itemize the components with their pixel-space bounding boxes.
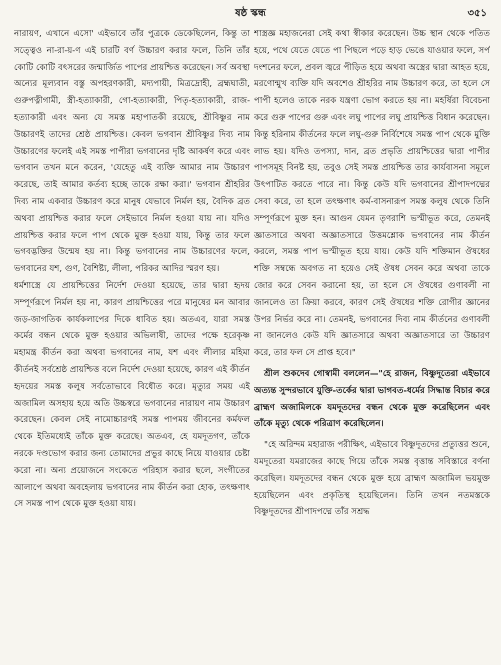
paragraph-right-1: শাস্ত্রজ্ঞ মহাজনেরা সেই কথা স্বীকার করেছেন। উচ্চ স্থান থেকে পতিত হয়ে, পথে যেতে যেতে পা পিছলে পড়ে হাড় ভেঙে যাওয়ার ফলে, সর্প দংশনের ফলে, প্রবল জ্বরে পীড়িত হয়ে অথবা অস্ত্রের দ্বারা আহত হয়ে, মরণোন্মুখ ব্যক্তি যদি অবশেও শ্রীহরির নাম উচ্চারণ করে, তা হলে সে পাপী হলেও তাকে নরক যন্ত্রণা ভোগ করতে হয় না। মহর্ষিরা বিবেচনা করে গুরু পাপের গুরু এবং লঘু পাপের লঘু প্রায়শ্চিত্ত বিধান করেছেন। কিন্তু হরিনাম কীর্তনের ফলে লঘু-গুরু নির্বিশেষে সমস্ত পাপ থেকে মুক্তি লাভ হয়। যদিও তপস্যা, দান, ব্রত প্রভৃতি প্রায়শ্চিত্তের দ্বারা পাপীর পাপসমূহ বিনষ্ট হয়, তবুও সেই সমস্ত প্রায়শ্চিত্ত তার কার্যবাসনা সমূলে উৎপাটিত করতে পারে না। কিন্তু কেউ যদি ভগবানের শ্রীপাদপদ্মের সেবা করে, তা হলে তৎক্ষণাৎ কর্ম-বাসনারূপ সমস্ত কলুষ থেকে তিনি সম্পূর্ণরূপে মুক্ত হন। আগুন যেমন তৃণরাশি ভস্মীভূত করে, তেমনই জ্ঞাতসারে অথবা অজ্ঞাতসারে উত্তমশ্লোক ভগবানের নাম কীর্তন করলে, সমস্ত পাপ ভস্মীভূত হয়ে যায়। কেউ যদি শক্তিমান ঔষধের শক্তি সম্বন্ধে অবগত না হয়েও সেই ঔষধ সেবন করে অথবা তাকে জোর করে সেবন করানো হয়, তা হলে সে ঔষধের গুণাবলী না জানলেও তা ক্রিয়া করবে, কারণ সেই ঔষধের শক্তি রোগীর জ্ঞানের উপর নির্ভর করে না। তেমনই, ভগবানের দিব্য নাম কীর্তনের গুণাবলী না জানলেও কেউ যদি জ্ঞাতসারে অথবা অজ্ঞাতসারে তা উচ্চারণ করে, তার ফল সে প্রাপ্ত হবে।" — [254, 29, 490, 359]
page-header — [0, 6, 501, 22]
paragraph-right-3: "হে অরিন্দম মহারাজ পরীক্ষিৎ, এইভাবে বিষ্ণুদূতদের প্রত্যুত্তর শুনে, যমদূতেরা যমরাজের কাছে গিয়ে তাঁকে সমস্ত বৃত্তান্ত সবিস্তারে বর্ণনা করেছিল। যমদূতদের বন্ধন থেকে মুক্ত হয়ে ব্রাহ্মণ অজামিল ভয়মুক্ত হয়েছিলেন এবং প্রকৃতিস্থ হয়েছিলেন। তিনি তখন নতমস্তকে বিষ্ণুদূতদের শ্রীপাদপদ্মে তাঁর সশ্রদ্ধ — [254, 440, 490, 518]
paragraph-right-2: শ্রীল শুকদেব গোস্বামী বললেন—"হে রাজন, বিষ্ণুদূতেরা এইভাবে অত্যন্ত সুন্দরভাবে যুক্তি-তর্কের দ্বারা ভাগবত-ধর্মের সিদ্ধান্ত বিচার করে ব্রাহ্মণ অজামিলকে যমদূতদের বন্ধন থেকে মুক্ত করেছিলেন এবং তাঁকে মৃত্যু থেকে পরিত্রাণ করেছিলেন। — [254, 368, 490, 430]
page-number: ৩৫১ — [467, 8, 487, 19]
paragraph-left-1: নারায়ণ, এখানে এসো' এইভাবে তাঁর পুত্রকে ডেকেছিলেন, কিন্তু তা সত্ত্বেও না-রা-য়-ণ এই চারটি বর্ণ উচ্চারণ করার ফলে, তিনি তাঁর কোটি কোটি বৎসরের জন্মার্জিত পাপের প্রায়শ্চিত্ত করেছেন। সর্ব অবস্থা অন্যের মূল্যবান বস্তু অপহরণকারী, মদ্যপায়ী, মিত্রদ্রোহী, ব্রহ্মঘাতী, গুরুপত্নীগামী, স্ত্রী-হত্যাকারী, গো-হত্যাকারী, পিতৃ-হত্যাকারী, রাজ-হত্যাকারী এবং অন্য যে সমস্ত মহাপাতকী রয়েছে, শ্রীবিষ্ণুর নাম উচ্চারণই তাদের শ্রেষ্ঠ প্রায়শ্চিত্ত। কেবল ভগবান শ্রীবিষ্ণুর দিব্য নাম উচ্চারণের ফলেই এই সমস্ত পাপীরা ভগবানের দৃষ্টি আকর্ষণ করে এবং ভগবান তখন মনে করেন, 'যেহেতু এই ব্যক্তি আমার নাম উচ্চারণ করেছে, তাই আমার কর্তব্য হচ্ছে তাকে রক্ষা করা।' ভগবান শ্রীহরির দিব্য নাম একবার উচ্চারণ করে মানুষ যেভাবে নির্মল হয়, বৈদিক ব্রত অথবা প্রায়শ্চিত্ত করার ফলে সেইভাবে নির্মল হওয়া যায় না। যদিও প্রায়শ্চিত্ত করার ফলে পাপ থেকে মুক্ত হওয়া যায়, কিন্তু তার ফলে ভগবদ্ভক্তির উন্মেষ হয় না। কিন্তু ভগবানের নাম উচ্চারণের ফলে, ভগবানের যশ, গুণ, বৈশিষ্ট্য, লীলা, পরিকর আদির স্মরণ হয়। — [14, 29, 250, 275]
running-title: ষষ্ঠ স্কন্ধ — [235, 8, 266, 19]
paragraph-left-2: ধর্মশাস্ত্রে যে প্রায়শ্চিত্তের নির্দেশ দেওয়া হয়েছে, তার দ্বারা হৃদয় সম্পূর্ণরূপে নির্মল হয় না, কারণ প্রায়শ্চিত্তের পরে মানুষের মন আবার জড়-জাগতিক কার্যকলাপের দিকে ধাবিত হয়। অতএব, যারা সমস্ত কর্মের বন্ধন থেকে মুক্ত হওয়ার অভিলাষী, তাদের পক্ষে হরেকৃষ্ণ মহামন্ত্র কীর্তন করা অথবা ভগবানের নাম, যশ এবং লীলার মহিমা কীর্তনই সর্বশ্রেষ্ঠ প্রায়শ্চিত্ত বলে নির্দেশ দেওয়া হয়েছে, কারণ এই কীর্তন হৃদয়ের সমস্ত কলুষ সর্বতোভাবে বিধৌত করে। মৃত্যুর সময় এই অজামিল অসহায় হয়ে অতি উচ্চস্বরে ভগবানের নারায়ণ নাম উচ্চারণ করেছেন। কেবল সেই নামোচ্চারণই সমস্ত পাপময় জীবনের কর্মফল থেকে ইতিমধ্যেই তাঁকে মুক্ত করেছে। অতএব, হে যমদূতগণ, তাঁকে নরকে দণ্ডভোগ করার জন্য তোমাদের প্রভুর কাছে নিয়ে যাওয়ার চেষ্টা করো না। অন্য প্রয়োজনে সংকেতে পরিহাস করার ছলে, সংগীতের আলাপে অথবা অবহেলায় ভগবানের নাম কীর্তন করা হোক, তৎক্ষণাৎ সে সমস্ত পাপ থেকে মুক্ত হওয়া যায়। — [14, 280, 250, 510]
left-column — [14, 26, 250, 658]
right-column — [254, 26, 490, 658]
